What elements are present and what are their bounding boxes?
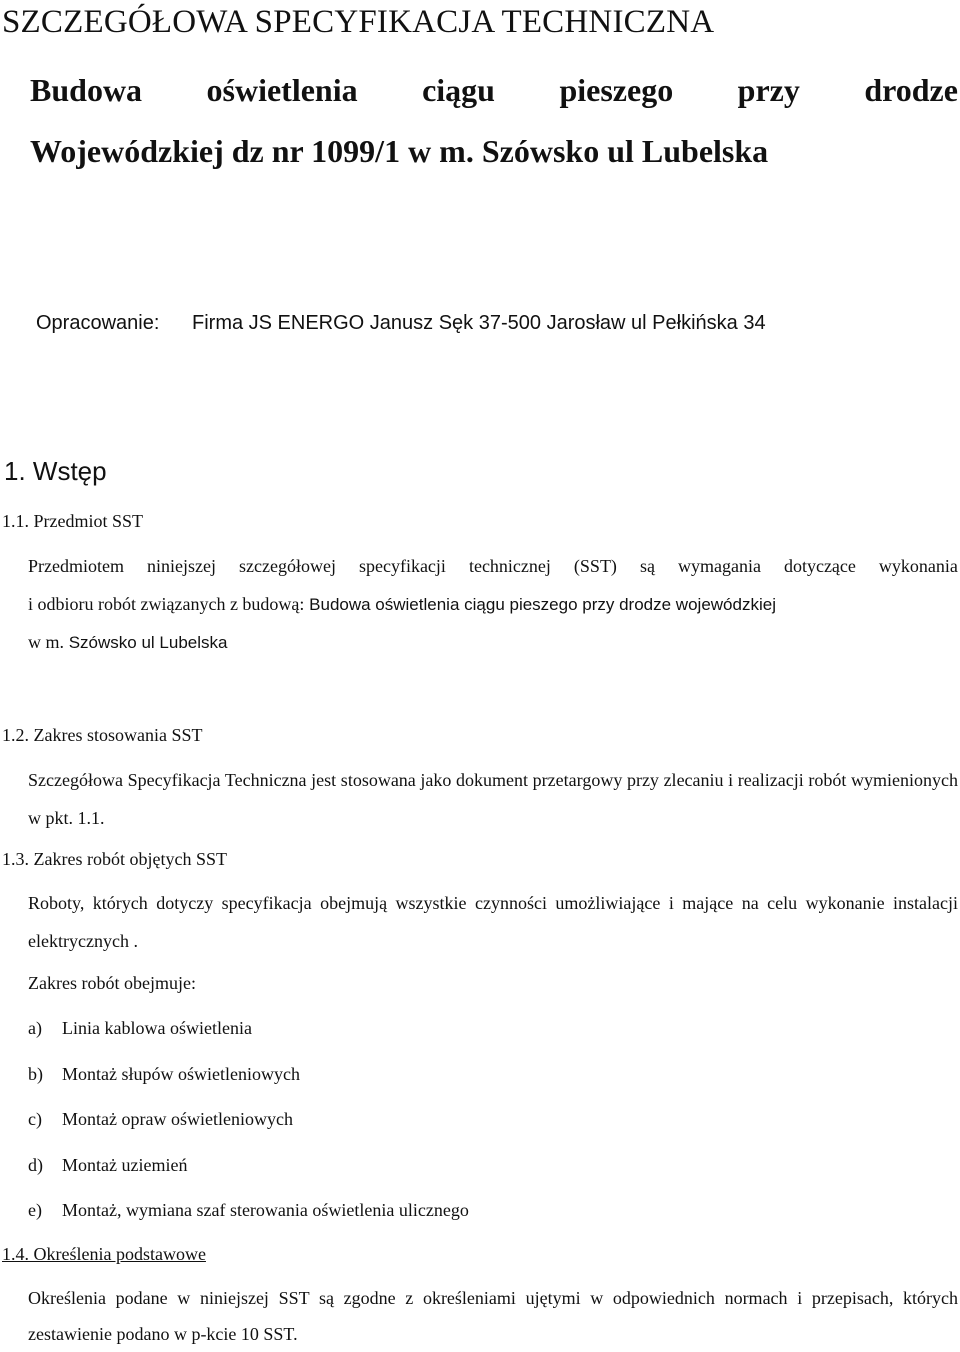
list-item-letter: a)	[28, 1018, 42, 1038]
section-1-1-heading: 1.1. Przedmiot SST	[2, 511, 144, 531]
text-run: w m.	[28, 632, 64, 652]
scope-label: Zakres robót obejmuje:	[28, 973, 196, 993]
list-item	[28, 1064, 300, 1085]
section-1-1-line-2	[28, 594, 776, 615]
list-item-letter: e)	[28, 1200, 42, 1220]
text-run: Szówsko ul Lubelska	[64, 633, 228, 652]
document-title: SZCZEGÓŁOWA SPECYFIKACJA TECHNICZNA	[2, 4, 715, 40]
text-word: (SST)	[573, 556, 617, 576]
section-1-heading: 1. Wstęp	[4, 456, 107, 486]
prepared-by-value: Firma JS ENERGO Janusz Sęk 37-500 Jarosław ul Pełkińska 34	[192, 312, 766, 334]
subtitle-line-1	[30, 72, 958, 109]
list-item	[28, 1155, 187, 1176]
section-1-4-heading: 1.4. Określenia podstawowe	[2, 1244, 206, 1264]
text-word: technicznej	[468, 556, 551, 576]
text-word: specyfikacji	[358, 556, 446, 576]
section-1-2-text: Szczegółowa Specyfikacja Techniczna jest stosowana jako dokument przetargowy przy zlecaniu i realizacji robót wymienionych w pkt. 1.1.	[28, 770, 958, 828]
subtitle-word: pieszego	[559, 72, 674, 108]
section-1-1-line-3	[28, 632, 227, 653]
text-word: niniejszej	[147, 556, 216, 576]
text-run: i odbioru robót związanych z budową:	[28, 594, 305, 614]
list-item-letter: d)	[28, 1155, 43, 1175]
list-item-letter: b)	[28, 1064, 43, 1084]
text-word: dotyczące	[783, 556, 856, 576]
subtitle-word: drodze	[864, 72, 958, 108]
subtitle-word: Budowa	[30, 72, 143, 108]
list-item-text: Montaż, wymiana szaf sterowania oświetlenia ulicznego	[62, 1200, 469, 1220]
text-word: wymagania	[677, 556, 761, 576]
subtitle-line-2: Wojewódzkiej dz nr 1099/1 w m. Szówsko ul Lubelska	[30, 133, 769, 169]
section-1-1-line-1	[28, 556, 958, 577]
text-run: Budowa oświetlenia ciągu pieszego przy drodze wojewódzkiej	[304, 595, 776, 614]
section-1-4-text: Określenia podane w niniejszej SST są zgodne z określeniami ujętymi w odpowiednich normach i przepisach, których zestawienie podano w p-kcie 10 SST.	[28, 1288, 958, 1344]
text-word: szczegółowej	[239, 556, 336, 576]
text-word: Przedmiotem	[28, 556, 124, 576]
text-word: wykonania	[878, 556, 958, 576]
section-1-2-heading: 1.2. Zakres stosowania SST	[2, 725, 203, 745]
text-word: są	[639, 556, 655, 576]
list-item-text: Montaż opraw oświetleniowych	[62, 1109, 293, 1129]
subtitle-word: oświetlenia	[206, 72, 358, 108]
prepared-by-label: Opracowanie:	[36, 312, 160, 334]
list-item	[28, 1200, 469, 1221]
subtitle-word: przy	[737, 72, 800, 108]
subtitle-word: ciągu	[422, 72, 495, 108]
list-item-text: Montaż słupów oświetleniowych	[62, 1064, 300, 1084]
section-1-3-text: Roboty, których dotyczy specyfikacja obejmują wszystkie czynności umożliwiające i mające na celu wykonanie instalacji elektrycznych .	[28, 893, 958, 951]
list-item	[28, 1109, 293, 1130]
list-item	[28, 1018, 252, 1039]
prepared-by	[36, 312, 766, 335]
list-item-letter: c)	[28, 1109, 42, 1129]
list-item-text: Linia kablowa oświetlenia	[62, 1018, 252, 1038]
list-item-text: Montaż uziemień	[62, 1155, 188, 1175]
section-1-3-heading: 1.3. Zakres robót objętych SST	[2, 849, 227, 869]
